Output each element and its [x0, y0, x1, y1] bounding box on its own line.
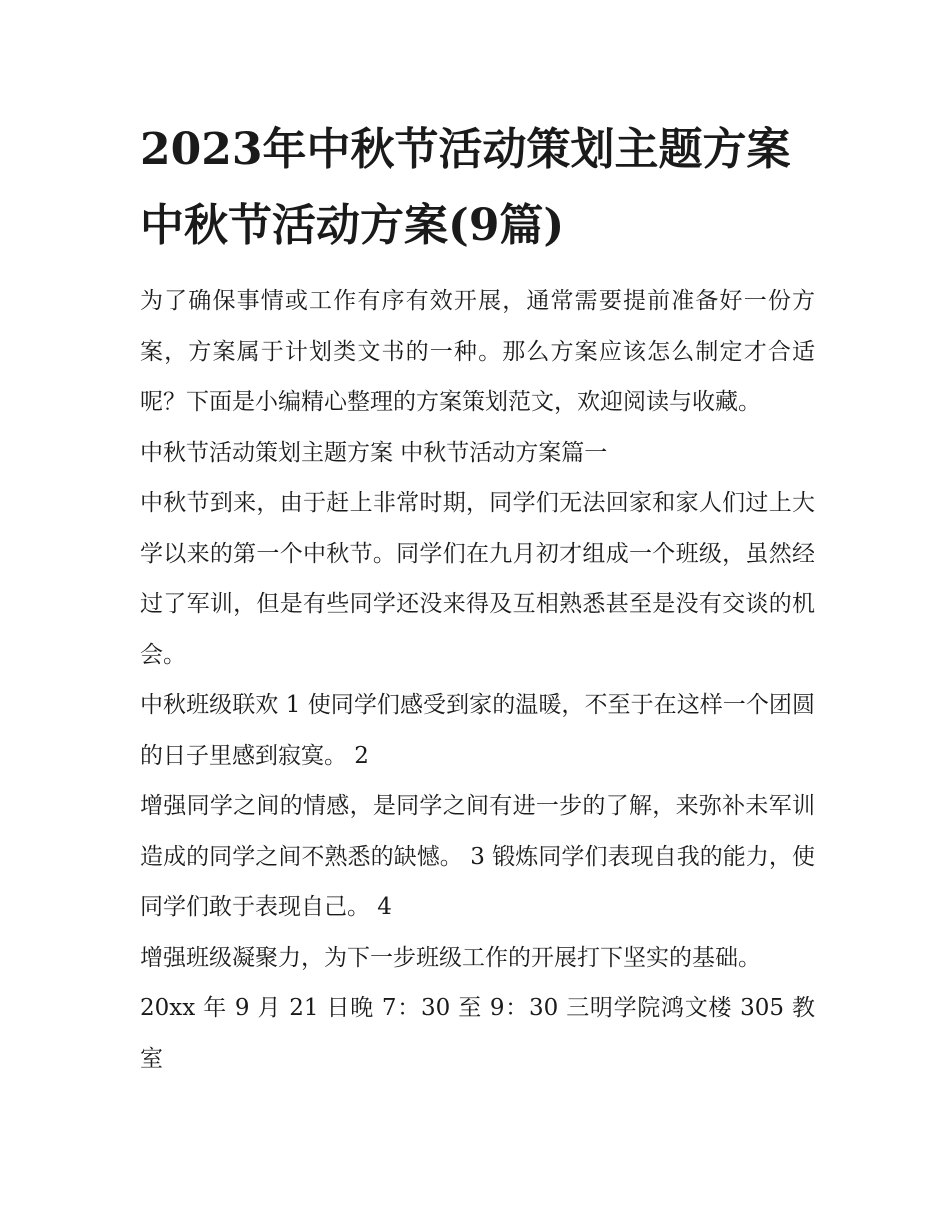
purpose-paragraph-1: 中秋班级联欢 1 使同学们感受到家的温暖，不至于在这样一个团圆的日子里感到寂寞。 2 [140, 692, 815, 769]
time-location-paragraph: 20xx 年 9 月 21 日晚 7：30 至 9：30 三明学院鸿文楼 305 教室 [140, 995, 815, 1072]
document-title: 2023年中秋节活动策划主题方案 中秋节活动方案(9篇) [140, 124, 791, 251]
document-page [140, 112, 815, 1084]
purpose-paragraph-3: 增强班级凝聚力，为下一步班级工作的开展打下坚实的基础。 [140, 944, 761, 971]
purpose-paragraph-2: 增强同学之间的情感，是同学之间有进一步的了解，来弥补未军训造成的同学之间不熟悉的缺憾。 3 锻炼同学们表现自我的能力，使同学们敢于表现自己。 4 [140, 793, 815, 920]
section-heading: 中秋节活动策划主题方案 中秋节活动方案篇一 [140, 439, 608, 466]
background-paragraph: 中秋节到来，由于赶上非常时期，同学们无法回家和家人们过上大学以来的第一个中秋节。同学们在九月初才组成一个班级，虽然经过了军训，但是有些同学还没来得及互相熟悉甚至是没有交谈的机会。 [140, 490, 815, 668]
intro-paragraph: 为了确保事情或工作有序有效开展，通常需要提前准备好一份方案，方案属于计划类文书的一种。那么方案应该怎么制定才合适呢？下面是小编精心整理的方案策划范文，欢迎阅读与收藏。 [140, 288, 815, 415]
